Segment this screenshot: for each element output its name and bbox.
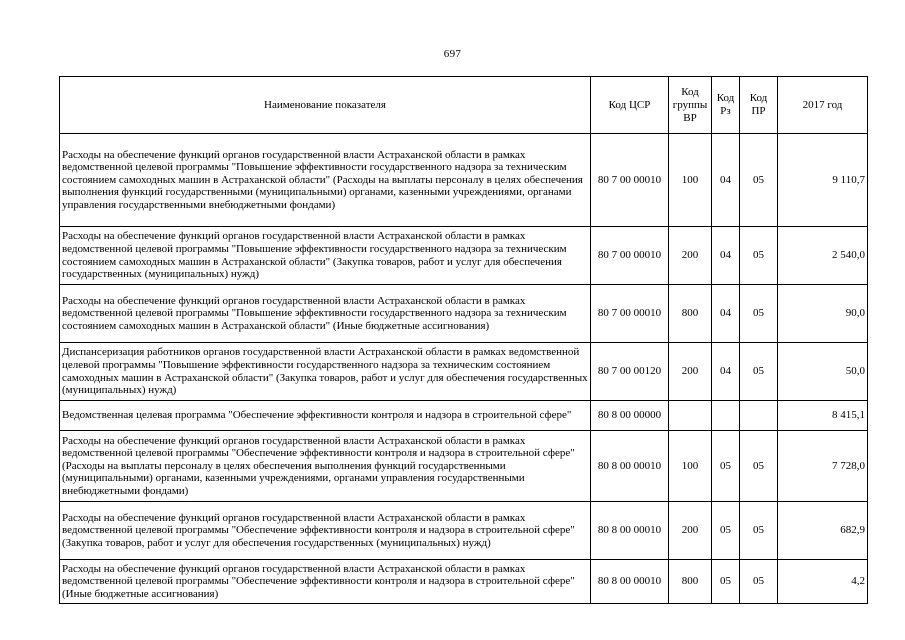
row-pr: 05	[740, 343, 778, 401]
row-csr: 80 7 00 00120	[591, 343, 669, 401]
row-pr: 05	[740, 502, 778, 560]
row-rz: 04	[712, 285, 740, 343]
row-pr	[740, 401, 778, 431]
table-row	[60, 431, 868, 502]
row-name: Расходы на обеспечение функций органов государственной власти Астраханской области в рамках ведомственной целевой программы "Обеспечение эффективности контроля и надзора в строительной сфере" (Иные бюджетные ассигнования)	[60, 560, 591, 604]
row-csr: 80 8 00 00010	[591, 560, 669, 604]
row-name: Расходы на обеспечение функций органов государственной власти Астраханской области в рамках ведомственной целевой программы "Повышение эффективности государственного надзора за техническим состоянием самоходных машин в Астраханской области" (Иные бюджетные ассигнования)	[60, 285, 591, 343]
row-pr: 05	[740, 134, 778, 227]
table-row	[60, 134, 868, 227]
header-csr: Код ЦСР	[591, 77, 669, 134]
table-row	[60, 560, 868, 604]
row-vr: 200	[669, 227, 712, 285]
table-row	[60, 285, 868, 343]
table-row	[60, 502, 868, 560]
row-amount: 50,0	[778, 343, 868, 401]
row-csr: 80 8 00 00010	[591, 431, 669, 502]
row-vr: 200	[669, 502, 712, 560]
row-vr: 200	[669, 343, 712, 401]
row-amount: 4,2	[778, 560, 868, 604]
row-csr: 80 7 00 00010	[591, 227, 669, 285]
row-rz	[712, 401, 740, 431]
row-amount: 2 540,0	[778, 227, 868, 285]
row-amount: 682,9	[778, 502, 868, 560]
row-rz: 04	[712, 343, 740, 401]
table-header-row	[60, 77, 868, 134]
row-name: Расходы на обеспечение функций органов государственной власти Астраханской области в рамках ведомственной целевой программы "Обеспечение эффективности контроля и надзора в строительной сфере" (Расходы на выплаты персоналу в целях обеспечения выполнения функций государственными (муниципальными) органами, казенными учреждениями, органами управления государственными внебюджетными фондами)	[60, 431, 591, 502]
row-rz: 05	[712, 560, 740, 604]
table-row	[60, 401, 868, 431]
row-amount: 8 415,1	[778, 401, 868, 431]
row-vr: 100	[669, 134, 712, 227]
row-csr: 80 7 00 00010	[591, 285, 669, 343]
header-year: 2017 год	[778, 77, 868, 134]
row-csr: 80 7 00 00010	[591, 134, 669, 227]
header-rz: Код Рз	[712, 77, 740, 134]
header-vr: Код группы ВР	[669, 77, 712, 134]
row-csr: 80 8 00 00000	[591, 401, 669, 431]
row-name: Диспансеризация работников органов государственной власти Астраханской области в рамках ведомственной целевой программы "Повышение эффективности государственного надзора за техническим состоянием самоходных машин в Астраханской области" (Закупка товаров, работ и услуг для обеспечения государственных (муниципальных) нужд)	[60, 343, 591, 401]
header-pr: Код ПР	[740, 77, 778, 134]
table-row	[60, 227, 868, 285]
header-name: Наименование показателя	[60, 77, 591, 134]
row-rz: 04	[712, 227, 740, 285]
row-pr: 05	[740, 285, 778, 343]
row-name: Ведомственная целевая программа "Обеспечение эффективности контроля и надзора в строительной сфере"	[60, 401, 591, 431]
row-vr: 800	[669, 285, 712, 343]
row-name: Расходы на обеспечение функций органов государственной власти Астраханской области в рамках ведомственной целевой программы "Обеспечение эффективности контроля и надзора в строительной сфере" (Закупка товаров, работ и услуг для обеспечения государственных (муниципальных) нужд)	[60, 502, 591, 560]
row-pr: 05	[740, 431, 778, 502]
table-row	[60, 343, 868, 401]
row-name: Расходы на обеспечение функций органов государственной власти Астраханской области в рамках ведомственной целевой программы "Повышение эффективности государственного надзора за техническим состоянием самоходных машин в Астраханской области" (Расходы на выплаты персоналу в целях обеспечения выполнения функций государственными (муниципальными) органами, казенными учреждениями, органами управления государственными внебюджетными фондами)	[60, 134, 591, 227]
row-pr: 05	[740, 560, 778, 604]
row-amount: 9 110,7	[778, 134, 868, 227]
row-amount: 90,0	[778, 285, 868, 343]
row-amount: 7 728,0	[778, 431, 868, 502]
row-name: Расходы на обеспечение функций органов государственной власти Астраханской области в рамках ведомственной целевой программы "Повышение эффективности государственного надзора за техническим состоянием самоходных машин в Астраханской области" (Закупка товаров, работ и услуг для обеспечения государственных (муниципальных) нужд)	[60, 227, 591, 285]
row-rz: 04	[712, 134, 740, 227]
row-vr: 800	[669, 560, 712, 604]
row-rz: 05	[712, 431, 740, 502]
row-rz: 05	[712, 502, 740, 560]
budget-table	[59, 76, 868, 604]
page-number: 697	[443, 48, 462, 60]
row-csr: 80 8 00 00010	[591, 502, 669, 560]
row-vr	[669, 401, 712, 431]
row-vr: 100	[669, 431, 712, 502]
row-pr: 05	[740, 227, 778, 285]
